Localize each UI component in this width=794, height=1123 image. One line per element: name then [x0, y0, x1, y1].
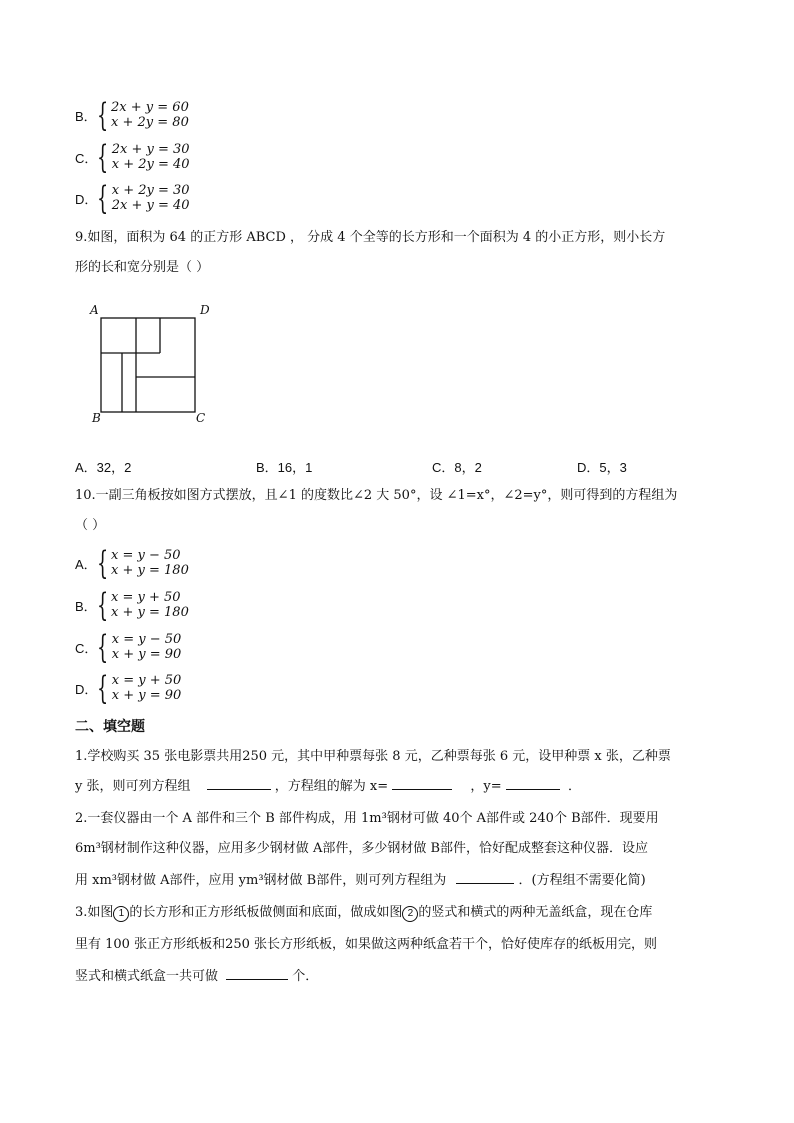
answer-blank[interactable] [207, 777, 271, 790]
f3-text: 个． [292, 969, 319, 984]
vertex-label-b: B [92, 411, 101, 425]
equation: x + 2y = 30 [111, 183, 190, 198]
answer-blank[interactable] [506, 777, 560, 790]
brace-icon: { [97, 669, 109, 707]
equation: x + 2y = 40 [111, 157, 190, 172]
f1-text: ． [567, 779, 581, 794]
f1-text: ，方程组的解为 x= [274, 779, 389, 794]
vertex-label-c: C [196, 411, 206, 425]
equation: x = y − 50 [111, 632, 182, 647]
f2-line-1: 2.一套仪器由一个 A 部件和三个 B 部件构成，用 1m³钢材可做 40个 A部件或 240个 B部件．现要用 [75, 811, 659, 826]
q8-option-b[interactable] [75, 96, 189, 134]
f2-line-3 [75, 866, 646, 896]
f1-line-2 [75, 772, 581, 802]
q10-line-2: （ ） [75, 518, 106, 533]
q10-option-d[interactable] [75, 669, 182, 707]
q8-option-d[interactable] [75, 179, 190, 217]
vertex-label-d: D [200, 303, 210, 317]
equation: x + y = 90 [111, 647, 182, 662]
q8-option-c[interactable] [75, 138, 190, 176]
brace-icon: { [96, 96, 108, 134]
circled-number-1: 1 [113, 906, 129, 922]
brace-icon: { [97, 138, 109, 176]
equation: x = y + 50 [111, 673, 182, 688]
f2-text: ．(方程组不需要化简) [518, 873, 646, 888]
option-label: A． [75, 556, 97, 572]
vertex-label-a: A [90, 303, 99, 317]
equation: x + y = 180 [111, 605, 189, 620]
q9-option-d[interactable]: D．5，3 [577, 460, 627, 475]
q9-option-b[interactable]: B．16，1 [256, 460, 313, 475]
brace-icon: { [96, 544, 108, 582]
option-label: C． [75, 150, 98, 166]
f3-line-1 [75, 898, 652, 928]
equation: x = y − 50 [111, 548, 181, 563]
f3-text: 的竖式和横式的两种无盖纸盒，现在仓库 [418, 905, 653, 920]
equation: x + 2y = 80 [111, 115, 189, 130]
circled-number-2: 2 [402, 906, 418, 922]
f1-text: ，y= [470, 779, 502, 794]
brace-icon: { [97, 179, 109, 217]
f1-line-1: 1.学校购买 35 张电影票共用250 元，其中甲种票每张 8 元，乙种票每张 6 元，设甲种票 x 张，乙种票 [75, 749, 671, 764]
answer-blank[interactable] [226, 967, 288, 980]
option-label: C． [75, 640, 98, 656]
equation: 2x + y = 30 [111, 142, 190, 157]
brace-icon: { [96, 586, 108, 624]
q9-option-c[interactable]: C．8，2 [432, 460, 482, 475]
q10-option-b[interactable] [75, 586, 189, 624]
option-label: D． [75, 191, 98, 207]
square-diagram [100, 317, 196, 413]
f3-line-2: 里有 100 张正方形纸板和250 张长方形纸板，如果做这两种纸盒若干个，恰好使库存的纸板用完，则 [75, 937, 658, 952]
f3-line-3 [75, 962, 318, 992]
section-title: 二、填空题 [75, 718, 145, 734]
q9-option-a[interactable]: A．32，2 [75, 460, 132, 475]
f3-text: 的长方形和正方形纸板做侧面和底面，做成如图 [129, 905, 403, 920]
option-label: B． [75, 108, 97, 124]
answer-blank[interactable] [456, 871, 514, 884]
f3-text: 3.如图 [75, 905, 114, 920]
q9-line-1: 9.如图，面积为 64 的正方形 ABCD ， 分成 4 个全等的长方形和一个面积为 4 的小正方形，则小长方 [75, 230, 666, 245]
q9-line-2: 形的长和宽分别是（ ） [75, 260, 210, 275]
q10-line-1: 10.一副三角板按如图方式摆放，且∠1 的度数比∠2 大 50°，设 ∠1=x°，∠2=y°，则可得到的方程组为 [75, 488, 678, 503]
f2-line-2: 6m³钢材制作这种仪器，应用多少钢材做 A部件，多少钢材做 B部件，恰好配成整套这种仪器．设应 [75, 841, 649, 856]
equation: x = y + 50 [111, 590, 181, 605]
option-label: D． [75, 681, 98, 697]
q9-square-figure [88, 303, 218, 428]
equation: 2x + y = 40 [111, 198, 190, 213]
f3-text: 竖式和横式纸盒一共可做 [75, 969, 219, 984]
f2-text: 用 xm³钢材做 A部件，应用 ym³钢材做 B部件，则可列方程组为 [75, 873, 447, 888]
option-label: B． [75, 598, 97, 614]
answer-blank[interactable] [392, 777, 452, 790]
brace-icon: { [97, 628, 109, 666]
equation: 2x + y = 60 [111, 100, 189, 115]
equation: x + y = 180 [111, 563, 189, 578]
q10-option-c[interactable] [75, 628, 182, 666]
q10-option-a[interactable] [75, 544, 189, 582]
equation: x + y = 90 [111, 688, 182, 703]
f1-text: y 张，则可列方程组 [75, 779, 191, 794]
